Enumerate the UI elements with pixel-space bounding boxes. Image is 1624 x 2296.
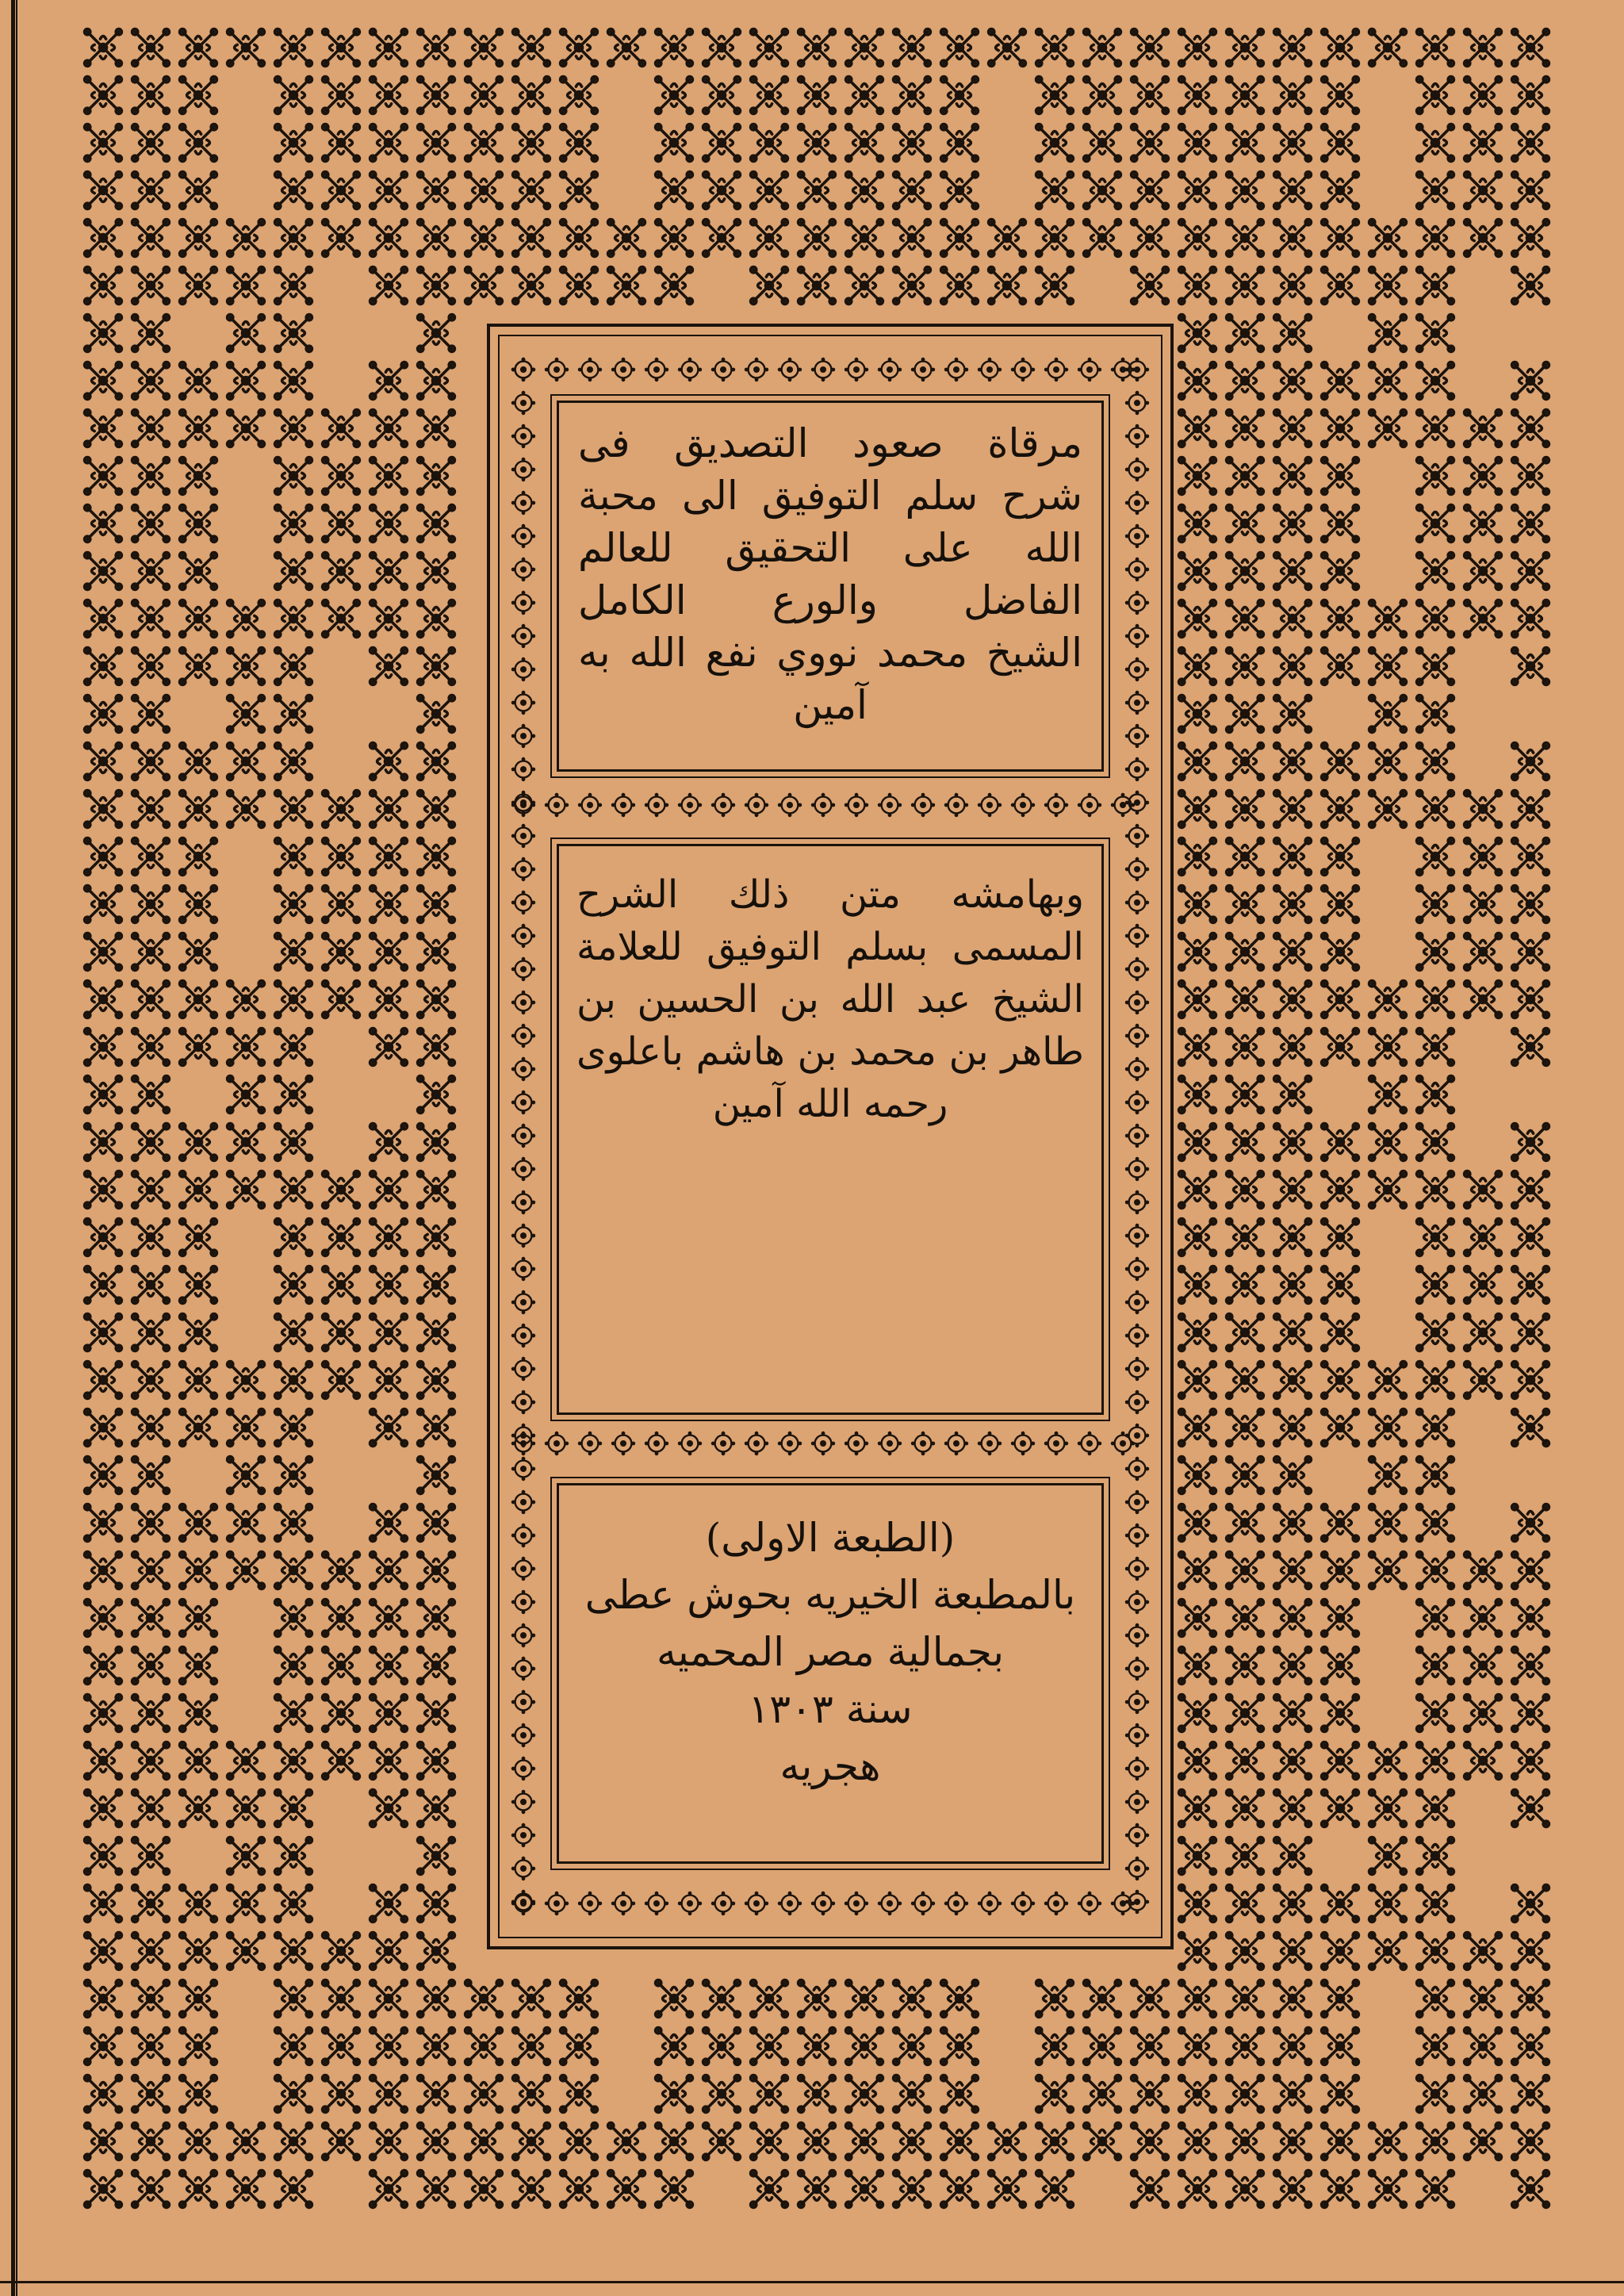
margin-line: الشيخ عبد الله بن الحسين بن [576, 977, 1084, 1022]
rosette-motif [511, 1091, 535, 1114]
rosette-motif [944, 358, 968, 381]
rosette-motif [1125, 1857, 1149, 1880]
rosette-motif [1125, 724, 1149, 748]
rosette-motif [978, 358, 1002, 381]
rosette-motif [778, 358, 802, 381]
rosette-motif [511, 1790, 535, 1814]
rosette-motif [1125, 491, 1149, 515]
rosette-motif [878, 793, 902, 817]
rosette-motif [1125, 1290, 1149, 1314]
rosette-motif [645, 1892, 668, 1915]
rosette-motif [511, 824, 535, 848]
rosette-motif [1125, 1024, 1149, 1048]
rosette-motif [811, 1892, 835, 1915]
rosette-motif [878, 358, 902, 381]
rosette-motif [1044, 793, 1068, 817]
rosette-motif [1125, 1390, 1149, 1414]
rosette-motif [678, 1432, 702, 1455]
rosette-motif [1125, 1091, 1149, 1114]
rosette-motif [611, 1432, 635, 1455]
rosette-motif [778, 1892, 802, 1915]
rosette-motif [511, 1823, 535, 1847]
rosette-motif [745, 358, 768, 381]
rosette-motif [511, 1524, 535, 1547]
rosette-motif [1125, 1690, 1149, 1714]
rosette-motif [1125, 1157, 1149, 1181]
rosette-motif [511, 924, 535, 948]
rosette-motif [511, 724, 535, 748]
rosette-motif [1125, 657, 1149, 681]
rosette-motif [511, 1857, 535, 1880]
title-line: الله على التحقيق للعالم [578, 525, 1082, 571]
rosette-motif [1125, 624, 1149, 648]
rosette-motif [1125, 824, 1149, 848]
rosette-motif [745, 1892, 768, 1915]
rosette-motif [1125, 1623, 1149, 1647]
rosette-motif [811, 1432, 835, 1455]
rosette-motif [511, 957, 535, 981]
rosette-motif [978, 1432, 1002, 1455]
rosette-motif [911, 1432, 935, 1455]
rosette-motif [1125, 1324, 1149, 1347]
rosette-motif [511, 1890, 535, 1914]
rosette-motif [1125, 691, 1149, 715]
rosette-motif [1125, 1723, 1149, 1747]
rosette-motif [1125, 991, 1149, 1014]
rosette-motif [511, 1024, 535, 1048]
rosette-motif [511, 491, 535, 515]
rosette-motif [511, 1490, 535, 1514]
rosette-motif [1125, 358, 1149, 381]
rosette-motif [1011, 793, 1035, 817]
rosette-motif [1011, 1892, 1035, 1915]
title-line: الفاضل والورع الكامل [578, 577, 1082, 623]
title-line: آمين [793, 682, 868, 728]
rosette-motif [511, 1690, 535, 1714]
rosette-motif [978, 1892, 1002, 1915]
rosette-motif [1125, 1357, 1149, 1381]
rosette-motif [911, 793, 935, 817]
rosette-motif [1125, 1524, 1149, 1547]
margin-line: رحمه الله آمين [712, 1082, 948, 1126]
rosette-motif [511, 1257, 535, 1281]
rosette-motif [511, 1124, 535, 1148]
rosette-motif [511, 891, 535, 914]
rosette-motif [678, 793, 702, 817]
rosette-motif [1044, 1892, 1068, 1915]
rosette-motif [611, 358, 635, 381]
rosette-motif [1125, 558, 1149, 581]
rosette-motif [1125, 1124, 1149, 1148]
rosette-motif [578, 1432, 602, 1455]
rosette-motif [944, 1432, 968, 1455]
rosette-motif [511, 1057, 535, 1081]
rosette-motif [1125, 1190, 1149, 1214]
rosette-motif [678, 1892, 702, 1915]
margin-line: وبهامشه متن ذلك الشرح [576, 872, 1084, 917]
rosette-motif [1125, 1823, 1149, 1847]
rosette-motif [578, 1892, 602, 1915]
rosette-motif [511, 391, 535, 415]
rosette-motif [745, 1432, 768, 1455]
title-line: الشيخ محمد نووي نفع الله به [578, 630, 1082, 676]
rosette-motif [1125, 857, 1149, 881]
rosette-motif [878, 1432, 902, 1455]
rosette-motif [578, 793, 602, 817]
rosette-motif [745, 793, 768, 817]
place-line: بجمالية مصر المحميه [656, 1629, 1005, 1675]
rosette-motif [978, 793, 1002, 817]
rosette-motif [1125, 924, 1149, 948]
rosette-motif [511, 1290, 535, 1314]
rosette-motif [578, 358, 602, 381]
rosette-motif [511, 791, 535, 815]
rosette-motif [1125, 458, 1149, 481]
rosette-motif [645, 358, 668, 381]
rosette-motif [811, 358, 835, 381]
rosette-motif [511, 424, 535, 448]
rosette-motif [645, 793, 668, 817]
rosette-motif [778, 1432, 802, 1455]
rosette-motif [1078, 1432, 1101, 1455]
rosette-motif [1125, 424, 1149, 448]
rosette-motif [1125, 1757, 1149, 1780]
title-panel [557, 401, 1104, 772]
rosette-motif [511, 1190, 535, 1214]
rosette-motif [1125, 957, 1149, 981]
rosette-motif [511, 691, 535, 715]
title-line: مرقاة صعود التصديق فى [578, 420, 1082, 466]
rosette-motif [711, 1432, 735, 1455]
rosette-motif [811, 793, 835, 817]
year-line: سنة ١٣٠٣ [748, 1686, 913, 1732]
rosette-motif [511, 1224, 535, 1248]
rosette-motif [1125, 757, 1149, 781]
margin-line: المسمى بسلم التوفيق للعلامة [576, 925, 1084, 969]
rosette-motif [645, 1432, 668, 1455]
era-line: هجريه [779, 1743, 881, 1789]
rosette-motif [511, 458, 535, 481]
rosette-motif [944, 1892, 968, 1915]
margin-text-panel [557, 844, 1104, 1415]
rosette-motif [845, 793, 868, 817]
rosette-motif [1078, 1892, 1101, 1915]
rosette-motif [1125, 1490, 1149, 1514]
rosette-motif [1125, 1590, 1149, 1614]
rosette-motif [678, 358, 702, 381]
imprint-panel [557, 1483, 1104, 1864]
rosette-motif [944, 793, 968, 817]
title-line: شرح سلم التوفيق الى محبة [578, 473, 1082, 519]
rosette-motif [845, 1892, 868, 1915]
rosette-motif [511, 1357, 535, 1381]
rosette-motif [545, 1432, 569, 1455]
rosette-motif [1111, 358, 1135, 381]
rosette-motif [511, 1557, 535, 1581]
rosette-motif [1011, 1432, 1035, 1455]
rosette-motif [711, 793, 735, 817]
rosette-motif [511, 1623, 535, 1647]
rosette-motif [511, 524, 535, 548]
rosette-motif [1125, 524, 1149, 548]
rosette-motif [1125, 1224, 1149, 1248]
rosette-motif [1078, 793, 1101, 817]
rosette-motif [778, 793, 802, 817]
rosette-motif [511, 1657, 535, 1681]
rosette-motif [845, 358, 868, 381]
rosette-motif [511, 857, 535, 881]
rosette-motif [511, 591, 535, 615]
press-line: بالمطبعة الخيريه بحوش عطى [584, 1572, 1076, 1618]
margin-line: طاهر بن محمد بن هاشم باعلوى [576, 1029, 1084, 1074]
rosette-motif [845, 1432, 868, 1455]
rosette-motif [711, 358, 735, 381]
rosette-motif [711, 1892, 735, 1915]
rosette-motif [511, 1457, 535, 1481]
rosette-motif [511, 1757, 535, 1780]
rosette-motif [511, 624, 535, 648]
rosette-motif [511, 1390, 535, 1414]
rosette-motif [1125, 391, 1149, 415]
rosette-motif [611, 793, 635, 817]
edition-line: (الطبعة الاولى) [705, 1515, 956, 1561]
rosette-motif [611, 1892, 635, 1915]
rosette-motif [511, 991, 535, 1014]
rosette-motif [1125, 1457, 1149, 1481]
rosette-motif [1125, 1790, 1149, 1814]
rosette-motif [511, 358, 535, 381]
rosette-motif [1125, 1257, 1149, 1281]
rosette-motif [511, 757, 535, 781]
rosette-motif [1044, 1432, 1068, 1455]
rosette-motif [511, 657, 535, 681]
rosette-motif [1125, 891, 1149, 914]
rosette-motif [1111, 1432, 1135, 1455]
rosette-motif [911, 358, 935, 381]
rosette-motif [511, 1324, 535, 1347]
rosette-motif [1125, 1424, 1149, 1447]
rosette-motif [1078, 358, 1101, 381]
rosette-motif [878, 1892, 902, 1915]
rosette-motif [511, 1723, 535, 1747]
rosette-motif [1125, 591, 1149, 615]
rosette-motif [511, 1590, 535, 1614]
rosette-motif [1125, 1057, 1149, 1081]
rosette-motif [511, 1157, 535, 1181]
rosette-motif [545, 358, 569, 381]
rosette-motif [1125, 1557, 1149, 1581]
rosette-motif [911, 1892, 935, 1915]
rosette-motif [511, 558, 535, 581]
rosette-motif [545, 793, 569, 817]
rosette-motif [1011, 358, 1035, 381]
rosette-motif [1044, 358, 1068, 381]
rosette-motif [1125, 1657, 1149, 1681]
rosette-motif [545, 1892, 569, 1915]
